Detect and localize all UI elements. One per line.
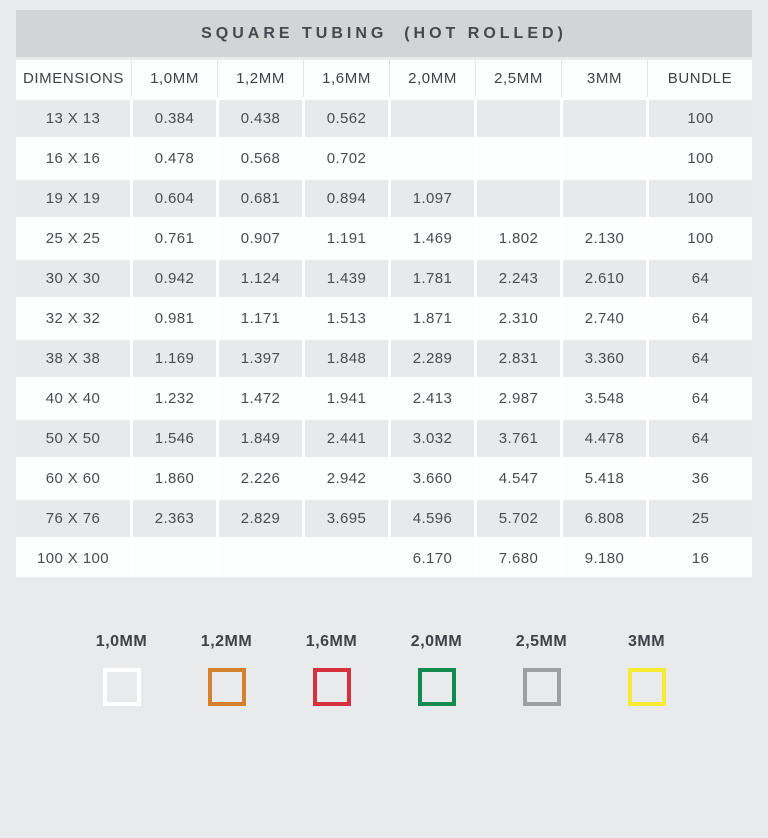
dimension-cell: 13 X 13: [16, 99, 132, 139]
dimension-cell: 38 X 38: [16, 339, 132, 379]
value-cell: 1.513: [304, 299, 390, 339]
value-cell: 2.987: [476, 379, 562, 419]
legend-label: 1,6MM: [305, 633, 358, 650]
dimension-cell: 60 X 60: [16, 459, 132, 499]
legend-item-3mm: [594, 633, 699, 706]
value-cell: 2.363: [132, 499, 218, 539]
value-cell: 64: [648, 419, 753, 459]
value-cell: 2.413: [390, 379, 476, 419]
value-cell: 1.849: [218, 419, 304, 459]
dimension-cell: 50 X 50: [16, 419, 132, 459]
column-header-3mm: 3MM: [562, 60, 648, 99]
value-cell: 3.660: [390, 459, 476, 499]
legend-item-1-0mm: [69, 633, 174, 706]
value-cell: 1.860: [132, 459, 218, 499]
table-title: SQUARE TUBING (HOT ROLLED): [201, 24, 567, 42]
legend-label: 2,0MM: [410, 633, 463, 650]
value-cell: 3.695: [304, 499, 390, 539]
value-cell: 1.397: [218, 339, 304, 379]
value-cell: 4.478: [562, 419, 648, 459]
table-row: [16, 539, 752, 578]
column-header-1-0mm: 1,0MM: [132, 60, 218, 99]
value-cell: 100: [648, 139, 753, 179]
dimension-cell: 100 X 100: [16, 539, 132, 578]
value-cell: 6.808: [562, 499, 648, 539]
value-cell: 0.981: [132, 299, 218, 339]
value-cell: 0.604: [132, 179, 218, 219]
value-cell: 1.848: [304, 339, 390, 379]
value-cell: 1.171: [218, 299, 304, 339]
column-header-dimensions: DIMENSIONS: [16, 60, 132, 99]
value-cell: 1.781: [390, 259, 476, 299]
table-row: [16, 499, 752, 539]
value-cell: 2.226: [218, 459, 304, 499]
legend-label: 2,5MM: [515, 633, 568, 650]
value-cell: 25: [648, 499, 753, 539]
dimension-cell: 25 X 25: [16, 219, 132, 259]
value-cell: [476, 139, 562, 179]
value-cell: 2.130: [562, 219, 648, 259]
value-cell: 0.384: [132, 99, 218, 139]
value-cell: 0.907: [218, 219, 304, 259]
value-cell: 2.610: [562, 259, 648, 299]
column-header-1-6mm: 1,6MM: [304, 60, 390, 99]
value-cell: 1.871: [390, 299, 476, 339]
value-cell: 3.548: [562, 379, 648, 419]
value-cell: 2.829: [218, 499, 304, 539]
value-cell: 1.546: [132, 419, 218, 459]
value-cell: 2.243: [476, 259, 562, 299]
value-cell: 0.894: [304, 179, 390, 219]
value-cell: 7.680: [476, 539, 562, 578]
table-header-row: [16, 60, 752, 99]
table-row: [16, 99, 752, 139]
value-cell: 64: [648, 339, 753, 379]
value-cell: 1.232: [132, 379, 218, 419]
value-cell: 100: [648, 179, 753, 219]
value-cell: 1.124: [218, 259, 304, 299]
table-title-band: [16, 10, 752, 57]
value-cell: [562, 99, 648, 139]
value-cell: 2.942: [304, 459, 390, 499]
value-cell: [390, 139, 476, 179]
table-row: [16, 379, 752, 419]
value-cell: 64: [648, 299, 753, 339]
dimension-cell: 30 X 30: [16, 259, 132, 299]
value-cell: 1.802: [476, 219, 562, 259]
value-cell: 2.310: [476, 299, 562, 339]
value-cell: 0.562: [304, 99, 390, 139]
value-cell: 0.478: [132, 139, 218, 179]
value-cell: 1.439: [304, 259, 390, 299]
value-cell: [390, 99, 476, 139]
value-cell: 100: [648, 219, 753, 259]
column-header-2-0mm: 2,0MM: [390, 60, 476, 99]
value-cell: 5.702: [476, 499, 562, 539]
value-cell: 1.191: [304, 219, 390, 259]
value-cell: 4.547: [476, 459, 562, 499]
legend-item-1-2mm: [174, 633, 279, 706]
dimension-cell: 40 X 40: [16, 379, 132, 419]
column-header-bundle: BUNDLE: [648, 60, 753, 99]
legend-label: 3MM: [627, 633, 666, 650]
legend-swatch-1-2mm: [208, 668, 246, 706]
value-cell: 1.169: [132, 339, 218, 379]
dimension-cell: 76 X 76: [16, 499, 132, 539]
value-cell: 2.441: [304, 419, 390, 459]
value-cell: 0.942: [132, 259, 218, 299]
legend-item-1-6mm: [279, 633, 384, 706]
value-cell: 0.568: [218, 139, 304, 179]
value-cell: 0.438: [218, 99, 304, 139]
value-cell: [562, 179, 648, 219]
value-cell: 64: [648, 259, 753, 299]
value-cell: 16: [648, 539, 753, 578]
dimension-cell: 16 X 16: [16, 139, 132, 179]
value-cell: 9.180: [562, 539, 648, 578]
value-cell: [562, 139, 648, 179]
value-cell: [476, 99, 562, 139]
legend-swatch-2-5mm: [523, 668, 561, 706]
legend: [16, 633, 752, 706]
table-row: [16, 339, 752, 379]
table-row: [16, 219, 752, 259]
value-cell: [476, 179, 562, 219]
value-cell: 0.702: [304, 139, 390, 179]
value-cell: 1.472: [218, 379, 304, 419]
value-cell: 100: [648, 99, 753, 139]
value-cell: 64: [648, 379, 753, 419]
value-cell: 3.032: [390, 419, 476, 459]
table-body: [16, 99, 752, 578]
legend-label: 1,2MM: [200, 633, 253, 650]
value-cell: 1.097: [390, 179, 476, 219]
value-cell: 1.941: [304, 379, 390, 419]
square-tubing-table: [16, 60, 752, 577]
column-header-2-5mm: 2,5MM: [476, 60, 562, 99]
legend-label: 1,0MM: [95, 633, 148, 650]
value-cell: 0.761: [132, 219, 218, 259]
value-cell: 2.740: [562, 299, 648, 339]
value-cell: 1.469: [390, 219, 476, 259]
legend-swatch-3mm: [628, 668, 666, 706]
value-cell: [132, 539, 218, 578]
value-cell: 0.681: [218, 179, 304, 219]
value-cell: 4.596: [390, 499, 476, 539]
table-row: [16, 179, 752, 219]
value-cell: 36: [648, 459, 753, 499]
value-cell: [304, 539, 390, 578]
legend-item-2-5mm: [489, 633, 594, 706]
legend-item-2-0mm: [384, 633, 489, 706]
value-cell: 2.831: [476, 339, 562, 379]
dimension-cell: 19 X 19: [16, 179, 132, 219]
value-cell: 6.170: [390, 539, 476, 578]
dimension-cell: 32 X 32: [16, 299, 132, 339]
value-cell: 2.289: [390, 339, 476, 379]
legend-swatch-1-0mm: [103, 668, 141, 706]
column-header-1-2mm: 1,2MM: [218, 60, 304, 99]
value-cell: 5.418: [562, 459, 648, 499]
value-cell: 3.761: [476, 419, 562, 459]
table-row: [16, 299, 752, 339]
table-row: [16, 419, 752, 459]
value-cell: 3.360: [562, 339, 648, 379]
table-row: [16, 139, 752, 179]
legend-swatch-2-0mm: [418, 668, 456, 706]
table-row: [16, 259, 752, 299]
table-row: [16, 459, 752, 499]
legend-swatch-1-6mm: [313, 668, 351, 706]
value-cell: [218, 539, 304, 578]
